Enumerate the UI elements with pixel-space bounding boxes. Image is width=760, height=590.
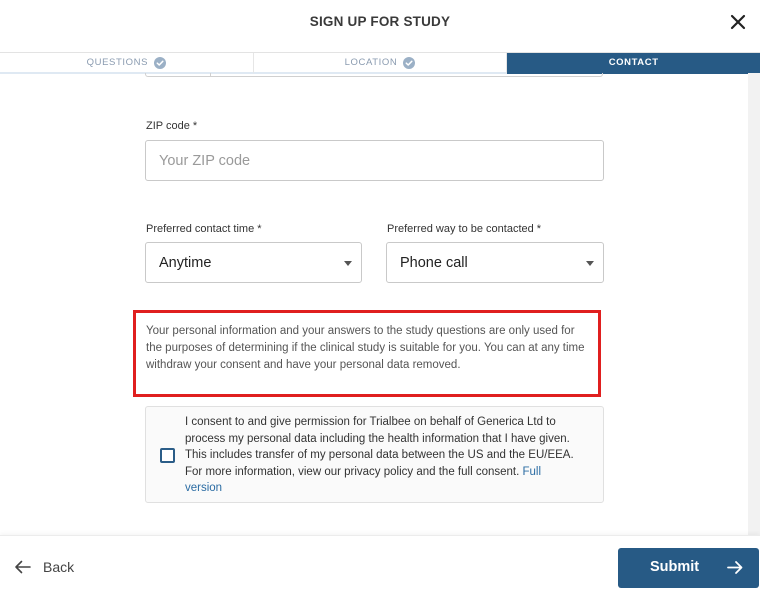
chevron-down-icon [586, 261, 594, 266]
contact-time-label: Preferred contact time * [146, 223, 262, 235]
arrow-left-icon [14, 560, 31, 574]
dialog-title: SIGN UP FOR STUDY [309, 14, 451, 29]
privacy-notice [133, 310, 601, 397]
step-questions-label: QUESTIONS [86, 57, 149, 68]
check-circle-icon [154, 57, 166, 69]
consent-text [185, 414, 575, 497]
step-location [254, 53, 508, 74]
contact-way-value: Phone call [400, 254, 468, 271]
submit-button[interactable] [618, 548, 759, 588]
field-divider [210, 73, 211, 76]
dialog-footer [0, 535, 760, 590]
contact-way-label: Preferred way to be contacted * [387, 223, 542, 235]
step-questions [0, 53, 254, 74]
contact-way-select[interactable] [386, 242, 604, 283]
scrollbar[interactable] [748, 73, 760, 535]
arrow-right-icon [727, 560, 743, 575]
consent-body: I consent to and give permission for Trialbee on behalf of Generica Ltd to process my personal data including the health information that I have given. This includes transfer of my personal data between the US and the EU/EEA. For more information, view our privacy policy and the full consent. [185, 416, 574, 478]
step-contact-label: CONTACT [608, 57, 659, 68]
phone-field-partial[interactable] [145, 73, 603, 77]
chevron-down-icon [344, 261, 352, 266]
back-label: Back [43, 559, 75, 575]
form-scroll-area[interactable] [0, 73, 760, 535]
contact-time-select[interactable] [145, 242, 362, 283]
back-button[interactable] [14, 556, 74, 578]
close-icon[interactable] [728, 12, 748, 32]
step-contact [507, 53, 760, 74]
zip-label: ZIP code * [146, 120, 198, 132]
contact-time-value: Anytime [159, 254, 212, 271]
step-location-label: LOCATION [344, 57, 398, 68]
privacy-notice-text: Your personal information and your answers to the study questions are only used for the purposes of determining if the clinical study is suitable for you. You can at any time withdraw your consent and have your personal data removed. [146, 325, 585, 371]
zip-input[interactable] [145, 140, 604, 181]
check-circle-icon [403, 57, 415, 69]
zip-placeholder: Your ZIP code [159, 152, 251, 169]
consent-box [145, 406, 604, 503]
full-version-link[interactable]: Full version [185, 465, 542, 494]
consent-checkbox[interactable] [160, 448, 175, 463]
submit-label: Submit [650, 559, 700, 575]
dialog-header [0, 0, 760, 52]
progress-steps [0, 52, 760, 73]
